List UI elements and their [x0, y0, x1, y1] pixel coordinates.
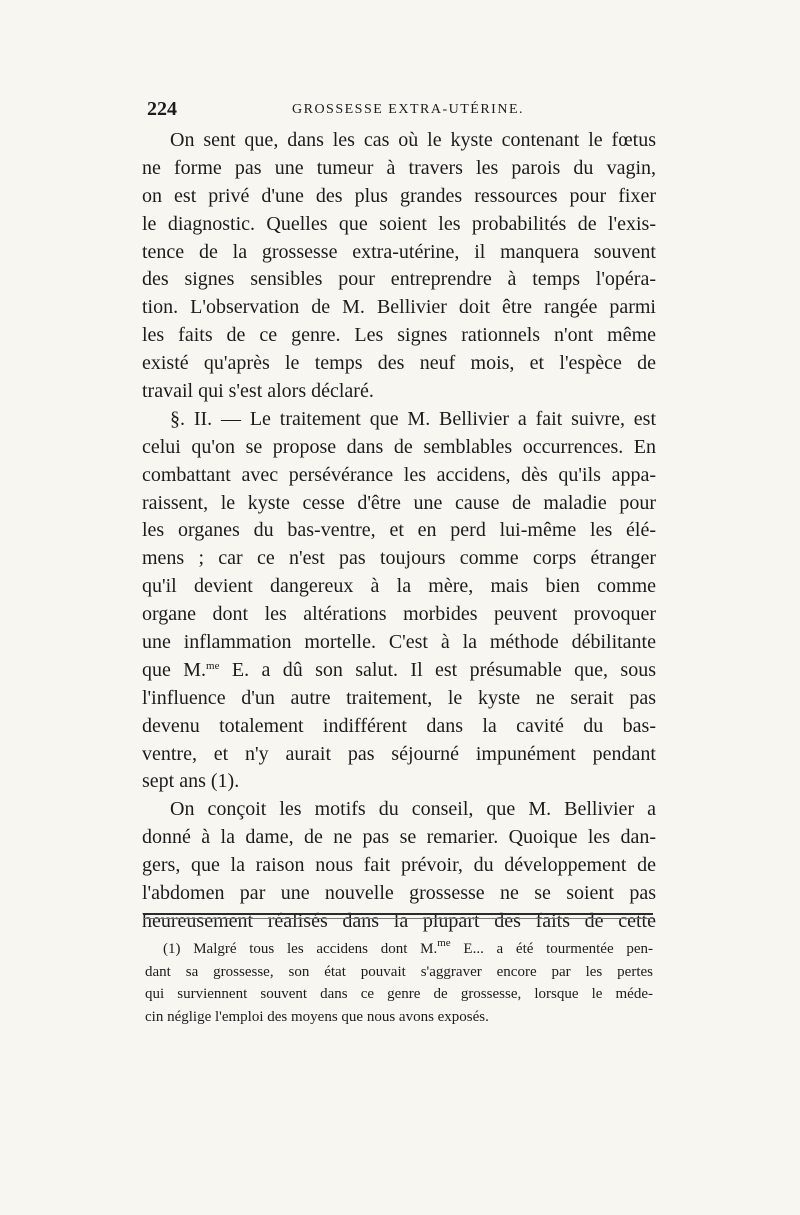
text-line: heureusement réalisés dans la plupart des faits de cette	[142, 909, 656, 932]
text-line: celui qu'on se propose dans de semblables occurrences. En	[142, 435, 656, 458]
text-line: organe dont les altérations morbides peuvent provoquer	[142, 603, 656, 626]
superscript: me	[206, 659, 220, 672]
text-line: On conçoit les motifs du conseil, que M. Bellivier a	[170, 798, 656, 821]
text-line: une inflammation mortelle. C'est à la méthode débilitante	[142, 631, 656, 654]
text-line: on est privé d'une des plus grandes ressources pour fixer	[142, 184, 656, 207]
running-title: GROSSESSE EXTRA-UTÉRINE.	[292, 102, 525, 117]
text-line: le diagnostic. Quelles que soient les probabilités de l'exis-	[142, 212, 656, 235]
footnote	[145, 938, 653, 1028]
text-line: sept ans (1).	[142, 770, 240, 793]
text-line: qu'il devient dangereux à la mère, mais bien comme	[142, 575, 656, 598]
footnote-line: dant sa grossesse, son état pouvait s'aggraver encore par les pertes	[145, 963, 653, 980]
text-line: travail qui s'est alors déclaré.	[142, 380, 374, 403]
text-line: mens ; car ce n'est pas toujours comme corps étranger	[142, 547, 656, 570]
footnote-line: cin néglige l'emploi des moyens que nous avons exposés.	[145, 1008, 489, 1025]
text-line: combattant avec persévérance les accidens, dès qu'ils appa-	[142, 463, 656, 486]
text-fragment: que M.	[142, 658, 207, 681]
footnote-line: qui surviennent souvent dans ce genre de grossesse, lorsque le méde-	[145, 986, 653, 1002]
text-line: gers, que la raison nous fait prévoir, du développement de	[142, 854, 656, 877]
text-line: On sent que, dans les cas où le kyste contenant le fœtus	[170, 129, 656, 151]
footnote-line	[145, 938, 653, 961]
text-line: devenu totalement indifférent dans la cavité du bas-	[142, 714, 656, 737]
text-line: ventre, et n'y aurait pas séjourné impunément pendant	[142, 742, 656, 765]
text-line	[142, 657, 656, 685]
text-line: l'abdomen par une nouvelle grossesse ne se soient pas	[142, 882, 656, 905]
text-line: l'influence d'un autre traitement, le kyste ne serait pas	[142, 686, 656, 709]
text-fragment: E... a été tourmentée pen-	[450, 941, 653, 957]
text-line: existé qu'après le temps des neuf mois, et l'espèce de	[142, 352, 656, 375]
text-line: tion. L'observation de M. Bellivier doit être rangée parmi	[142, 296, 656, 319]
text-line: raissent, le kyste cesse d'être une cause de maladie pour	[142, 491, 656, 514]
page-number: 224	[147, 98, 177, 120]
text-fragment: E. a dû son salut. Il est présumable que, sous	[219, 658, 656, 681]
body-text	[142, 127, 656, 936]
text-line: §. II. — Le traitement que M. Bellivier a fait suivre, est	[170, 407, 656, 430]
superscript: me	[437, 937, 451, 949]
page-header	[147, 98, 657, 126]
text-line: tence de la grossesse extra-utérine, il manquera souvent	[142, 240, 656, 263]
footnote-rule-thin	[143, 918, 653, 919]
text-line: donné à la dame, de ne pas se remarier. Quoique les dan-	[142, 826, 656, 849]
text-line: des signes sensibles pour entreprendre à temps l'opéra-	[142, 268, 656, 291]
text-line: les faits de ce genre. Les signes rationnels n'ont même	[142, 324, 656, 347]
footnote-rule	[143, 913, 653, 915]
text-line: ne forme pas une tumeur à travers les parois du vagin,	[142, 156, 656, 179]
text-fragment: (1) Malgré tous les accidens dont M.	[163, 941, 438, 957]
text-line: les organes du bas-ventre, et en perd lui-même les élé-	[142, 519, 656, 542]
